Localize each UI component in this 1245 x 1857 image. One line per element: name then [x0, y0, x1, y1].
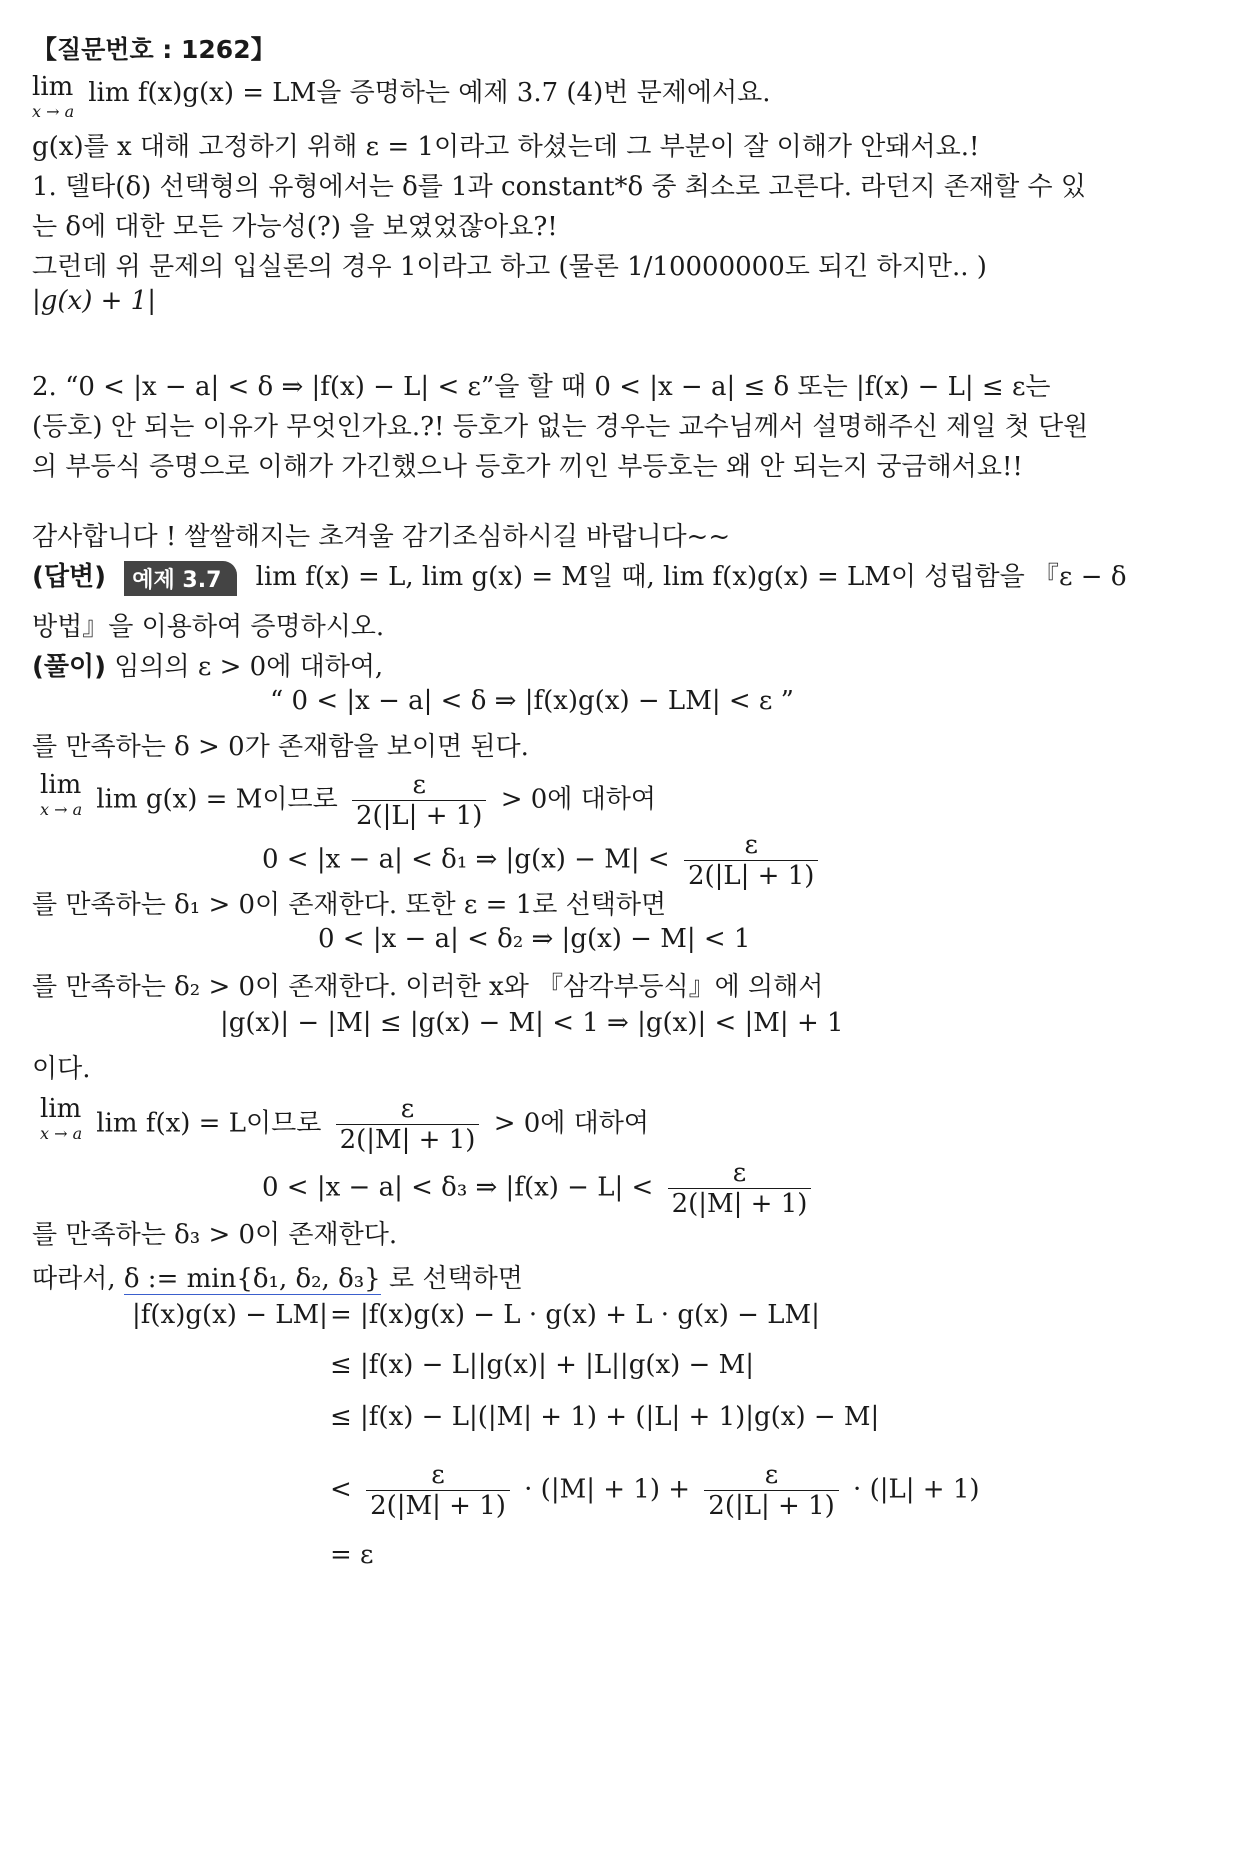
- answer-statement-text: lim f(x) = L, lim g(x) = M일 때, lim f(x)g(x) = LM이 성립함을 『ε − δ: [255, 562, 1127, 592]
- equation-line-4: < $\frac{\varepsilon}{2(|M| + 1)}$ · (|M| + 1) + $\frac{\varepsilon}{2(|L| + 1)}$ · (|L| + 1): [330, 1460, 980, 1521]
- triangle-inequality: |g(x)| − |M| ≤ |g(x) − M| < 1 ⇒ |g(x)| < |M| + 1: [220, 1008, 844, 1038]
- example-badge: 예제 3.7: [124, 561, 237, 596]
- fraction-eps-M: $\frac{\varepsilon}{2(|M| + 1)}$: [336, 1094, 480, 1155]
- implication-3: 0 < |x − a| < δ₃ ⇒ |f(x) − L| < $\frac{\varepsilon}{2(|M| + 1)}$: [262, 1158, 817, 1219]
- equation-line-2: ≤ |f(x) − L||g(x)| + |L||g(x) − M|: [330, 1350, 754, 1380]
- ida-text: 이다.: [32, 1054, 91, 1084]
- fraction-eps-L: $\frac{\varepsilon}{2(|L| + 1)}$: [704, 1460, 838, 1521]
- question-line-9: 의 부등식 증명으로 이해가 가긴했으나 등호가 끼인 부등호는 왜 안 되는지 궁금해서요!!: [32, 452, 1023, 482]
- solution-intro-line: (풀이) 임의의 ε > 0에 대하여,: [32, 652, 384, 682]
- after-implication-3: 를 만족하는 δ₃ > 0이 존재한다.: [32, 1220, 398, 1250]
- fraction-eps-M: $\frac{\varepsilon}{2(|M| + 1)}$: [366, 1460, 510, 1521]
- implication-1: 0 < |x − a| < δ₁ ⇒ |g(x) − M| < $\frac{\varepsilon}{2(|L| + 1)}$: [262, 830, 824, 891]
- question-line-4: 는 δ에 대한 모든 가능성(?) 을 보였었잖아요?!: [32, 212, 558, 242]
- step-f-line: lim x → a lim f(x) = L이므로 $\frac{\varepsilon}{2(|M| + 1)}$ > 0에 대하여: [40, 1094, 650, 1155]
- question-line-8: (등호) 안 되는 이유가 무엇인가요.?! 등호가 없는 경우는 교수님께서 설명해주신 제일 첫 단원: [32, 412, 1089, 442]
- lim-symbol: lim x → a: [40, 770, 83, 819]
- after-implication-2: 를 만족하는 δ₂ > 0이 존재한다. 이러한 x와 『삼각부등식』에 의해서: [32, 972, 824, 1002]
- solution-label: (풀이): [32, 652, 106, 682]
- lim-symbol: lim x → a: [32, 72, 75, 121]
- question-line-5: 그런데 위 문제의 입실론의 경우 1이라고 하고 (물론 1/10000000도 되긴 하지만.. ): [32, 252, 987, 282]
- question-number: 【질문번호 : 1262】: [32, 35, 276, 64]
- question-thanks: 감사합니다 ! 쌀쌀해지는 초겨울 감기조심하시길 바랍니다~~: [32, 522, 731, 552]
- delta-choice: δ := min{δ₁, δ₂, δ₃}: [123, 1264, 381, 1294]
- step-g-line: lim x → a lim g(x) = M이므로 $\frac{\varepsilon}{2(|L| + 1)}$ > 0에 대하여: [40, 770, 657, 831]
- implication-2: 0 < |x − a| < δ₂ ⇒ |g(x) − M| < 1: [318, 924, 751, 954]
- equation-lhs: |f(x)g(x) − LM|: [132, 1300, 328, 1330]
- goal-statement: “ 0 < |x − a| < δ ⇒ |f(x)g(x) − LM| < ε ”: [270, 686, 794, 716]
- lim-symbol: lim x → a: [40, 1094, 83, 1143]
- fraction-eps-L: $\frac{\varepsilon}{2(|L| + 1)}$: [684, 830, 818, 891]
- answer-label: (답변): [32, 562, 106, 592]
- fraction-eps-L: $\frac{\varepsilon}{2(|L| + 1)}$: [352, 770, 486, 831]
- question-line-3: 1. 델타(δ) 선택형의 유형에서는 δ를 1과 constant*δ 중 최소로 고른다. 라던지 존재할 수 있: [32, 172, 1086, 202]
- question-line-1: lim x → a lim f(x)g(x) = LM을 증명하는 예제 3.7 (4)번 문제에서요.: [32, 72, 771, 121]
- goal-after: 를 만족하는 δ > 0가 존재함을 보이면 된다.: [32, 732, 529, 762]
- equation-line-1: = |f(x)g(x) − L · g(x) + L · g(x) − LM|: [330, 1300, 820, 1330]
- answer-statement-line-1: [32, 556, 1126, 596]
- fraction-eps-M: $\frac{\varepsilon}{2(|M| + 1)}$: [668, 1158, 812, 1219]
- equation-line-3: ≤ |f(x) − L|(|M| + 1) + (|L| + 1)|g(x) − M|: [330, 1402, 880, 1432]
- question-line-2: g(x)를 x 대해 고정하기 위해 ε = 1이라고 하셨는데 그 부분이 잘 이해가 안돼서요.!: [32, 132, 980, 162]
- question-line-7: 2. “0 < |x − a| < δ ⇒ |f(x) − L| < ε”을 할 때 0 < |x − a| ≤ δ 또는 |f(x) − L| ≤ ε는: [32, 372, 1051, 402]
- answer-statement-line-2: 방법』을 이용하여 증명하시오.: [32, 612, 385, 642]
- question-line-6: |g(x) + 1|: [32, 286, 156, 316]
- equation-line-5: = ε: [330, 1540, 374, 1570]
- conclusion-line: 따라서, δ := min{δ₁, δ₂, δ₃} 로 선택하면: [32, 1264, 523, 1294]
- after-implication-1: 를 만족하는 δ₁ > 0이 존재한다. 또한 ε = 1로 선택하면: [32, 890, 667, 920]
